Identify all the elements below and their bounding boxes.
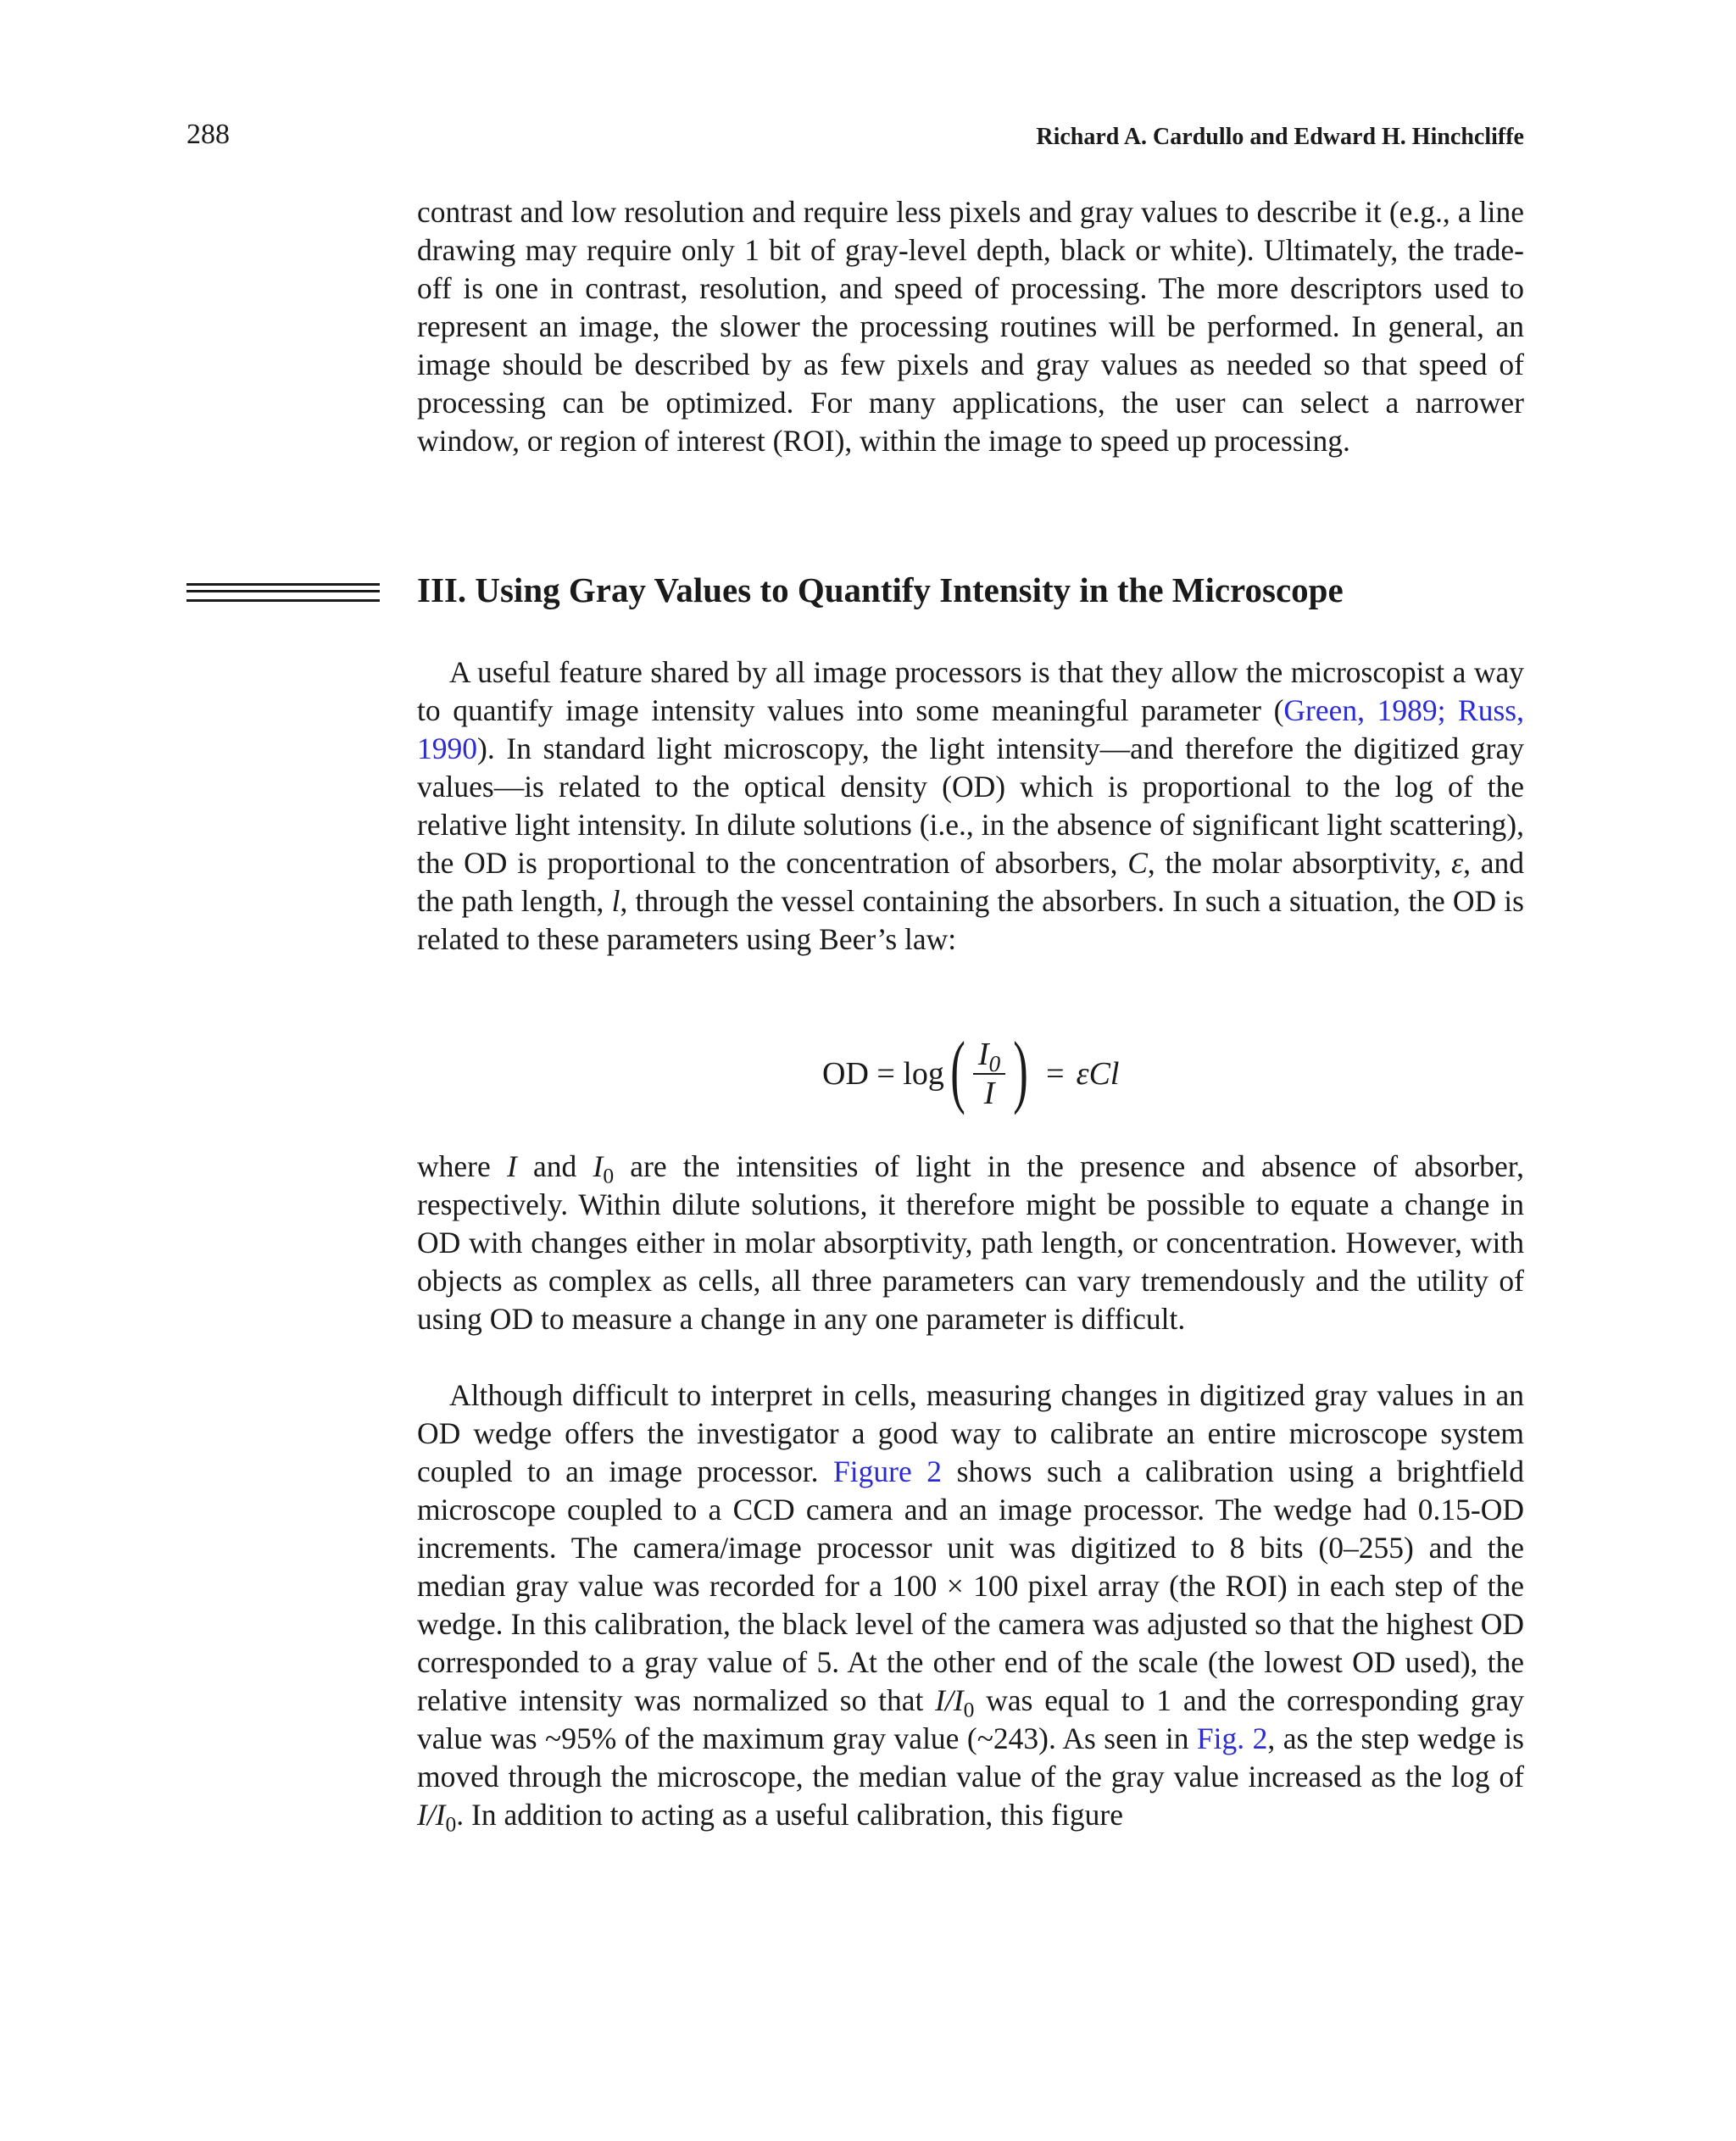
equation-equals: = <box>1046 1056 1065 1092</box>
paragraph-calibration <box>417 1376 1524 1837</box>
p2-text-a: A useful feature shared by all image processors is that they allow the microscopist a way to quantify image intensity values into some meaningful parameter ( <box>417 655 1524 727</box>
paragraph-od-explanation <box>417 1148 1524 1338</box>
running-head: Richard A. Cardullo and Edward H. Hinchcliffe <box>1036 124 1524 150</box>
var-i: I <box>506 1149 517 1183</box>
var-epsilon: ε <box>1451 846 1464 880</box>
p2-text-b: ). In standard light microscopy, the light intensity—and therefore the digitized gray values—is related to the optical density (OD) which is proportional to the log of the relative light intensity. In dilute solutions (i.e., in the absence of significant light scattering), the OD is proportional to the concentration of absorbers, <box>417 731 1524 880</box>
var-i0: I <box>593 1149 604 1183</box>
p3-text-a: where <box>417 1149 507 1183</box>
equation-fraction <box>973 1036 1005 1112</box>
page-number: 288 <box>186 119 230 150</box>
ratio-i-over-i0: I/I <box>935 1683 964 1717</box>
p4-text-b: shows such a calibration using a brightfield microscope coupled to a CCD camera and an image processor. The wedge had 0.15-OD increments. The camera/image processor unit was digitized to 8 bits (0–255) and the median gray value was recorded for a 100 × 100 pixel array (the ROI) in each step of the wedge. In this calibration, the black level of the camera was adjusted so that the highest OD corresponded to a gray value of 5. At the other end of the scale (the lowest OD used), the relative intensity was normalized so that <box>417 1454 1524 1717</box>
equation-numerator: $I_0$ <box>973 1036 1005 1075</box>
var-c: C <box>1127 846 1148 880</box>
ratio-i-over-i0-2: I/I <box>417 1798 446 1832</box>
intro-paragraph <box>417 193 1524 460</box>
paragraph-beers-law-intro <box>417 653 1524 959</box>
citation-link-russ-1990[interactable]: Russ, 1990 <box>417 693 1524 765</box>
p2-text-d: , and the path length, <box>417 846 1525 918</box>
intro-paragraph-text: contrast and low resolution and require less pixels and gray values to describe it (e.g., a line drawing may require only 1 bit of gray-level depth, black or white). Ultimately, the trade-off is one in contrast, resolution, and speed of processing. The more descriptors used to represent an image, the slower the processing routines will be performed. In general, an image should be described by as few pixels and gray values as needed so that speed of processing can be optimized. For many applications, the user can select a narrower window, or region of interest (ROI), within the image to speed up processing. <box>417 195 1524 458</box>
p2-text-c: , the molar absorptivity, <box>1147 846 1452 880</box>
equation-rhs: εCl <box>1076 1056 1120 1092</box>
p4-text-c: was equal to 1 and the corresponding gray value was ~95% of the maximum gray value (~243). As seen in <box>417 1683 1524 1755</box>
p3-text-b: and <box>516 1149 593 1183</box>
section-heading: III. Using Gray Values to Quantify Intensity in the Microscope <box>417 570 1344 609</box>
equation-lhs: OD = log <box>822 1056 944 1092</box>
section-rule <box>186 583 380 602</box>
var-i0-subscript: 0 <box>603 1163 615 1188</box>
equation-left-paren: ( <box>950 1025 965 1115</box>
equation-denominator: I <box>983 1076 995 1111</box>
citation-link-green-1989[interactable]: Green, 1989 <box>1283 693 1438 727</box>
var-l: l <box>611 884 620 918</box>
p4-text-a: Although difficult to interpret in cells, measuring changes in digitized gray values in an OD wedge offers the investigator a good way to calibrate an entire microscope system coupled to an image processor. <box>417 1378 1524 1488</box>
ratio-subscript: 0 <box>963 1697 975 1722</box>
fig-2-link[interactable]: Fig. 2 <box>1196 1721 1268 1755</box>
ratio-subscript-2: 0 <box>445 1811 457 1837</box>
p2-text-e: , through the vessel containing the absorbers. In such a situation, the OD is related to these parameters using Beer’s law: <box>417 884 1524 956</box>
figure-2-link[interactable]: Figure 2 <box>833 1454 943 1488</box>
citation-separator: ; <box>1437 693 1459 727</box>
p4-text-e: . In addition to acting as a useful calibration, this figure <box>456 1798 1123 1832</box>
p3-text-c: are the intensities of light in the presence and absence of absorber, respectively. Within dilute solutions, it therefore might be possible to equate a change in OD with changes either in molar absorptivity, path length, or concentration. However, with objects as complex as cells, all three parameters can vary tremendously and the utility of using OD to measure a change in any one parameter is difficult. <box>417 1149 1524 1336</box>
p4-text-d: , as the step wedge is moved through the microscope, the median value of the gray value increased as the log of <box>417 1721 1524 1793</box>
equation-right-paren: ) <box>1013 1025 1028 1115</box>
beers-law-equation <box>822 1027 1119 1121</box>
